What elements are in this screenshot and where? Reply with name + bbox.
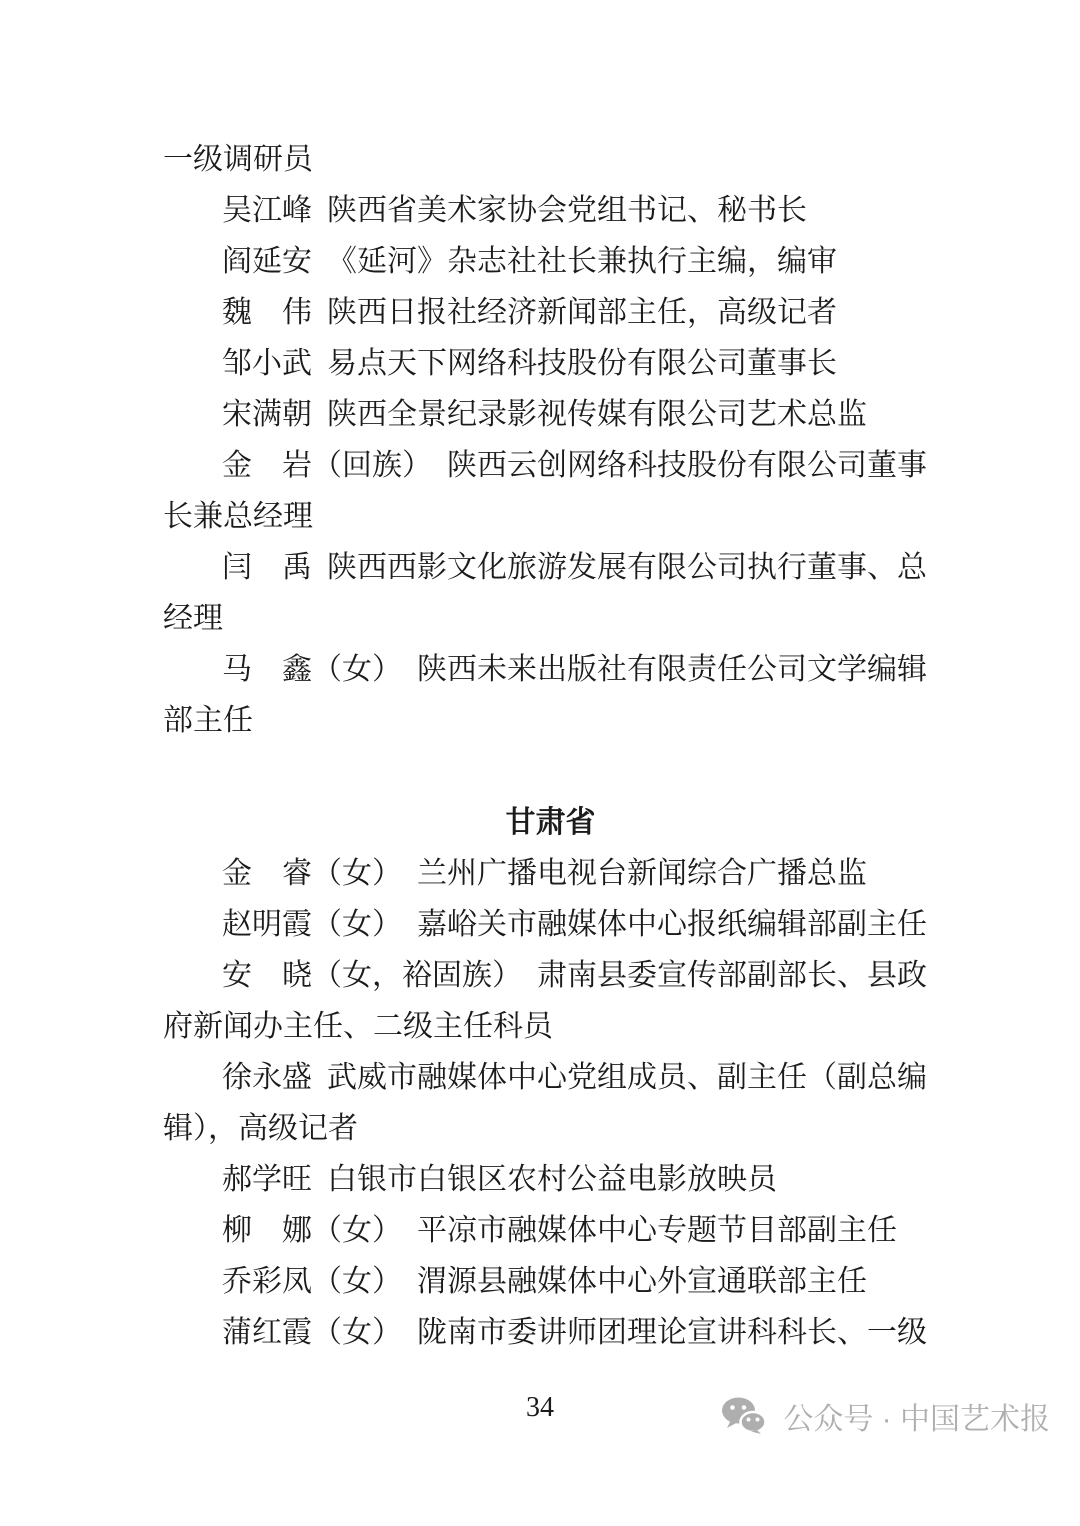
award-entry: 闫 禹 陕西西影文化旅游发展有限公司执行董事、总 <box>222 551 927 584</box>
award-entry: 金 睿（女） 兰州广播电视台新闻综合广播总监 <box>222 857 867 890</box>
award-entry: 郝学旺 白银市白银区农村公益电影放映员 <box>222 1163 777 1196</box>
page-number: 34 <box>526 1392 554 1423</box>
section-heading-gansu: 甘肃省 <box>505 806 596 839</box>
award-entry: 吴江峰 陕西省美术家协会党组书记、秘书长 <box>222 194 807 227</box>
award-entry: 金 岩（回族） 陕西云创网络科技股份有限公司董事 <box>222 449 927 482</box>
wechat-watermark <box>721 1329 1050 1502</box>
award-entry: 柳 娜（女） 平凉市融媒体中心专题节目部副主任 <box>222 1214 897 1247</box>
rank-heading: 一级调研员 <box>163 143 313 176</box>
award-entry: 宋满朝 陕西全景纪录影视传媒有限公司艺术总监 <box>222 398 867 431</box>
entry-continuation: 部主任 <box>163 704 253 737</box>
award-entry: 魏 伟 陕西日报社经济新闻部主任，高级记者 <box>222 296 837 329</box>
award-entry: 赵明霞（女） 嘉峪关市融媒体中心报纸编辑部副主任 <box>222 908 927 941</box>
award-entry: 邹小武 易点天下网络科技股份有限公司董事长 <box>222 347 837 380</box>
award-entry: 阎延安 《延河》杂志社社长兼执行主编，编审 <box>222 245 837 278</box>
entry-continuation: 辑），高级记者 <box>163 1112 358 1145</box>
wechat-icon <box>721 1329 771 1502</box>
award-entry: 蒲红霞（女） 陇南市委讲师团理论宣讲科科长、一级 <box>222 1316 927 1349</box>
entry-continuation: 府新闻办主任、二级主任科员 <box>163 1010 553 1043</box>
award-entry: 徐永盛 武威市融媒体中心党组成员、副主任（副总编 <box>222 1061 927 1094</box>
entry-continuation: 长兼总经理 <box>163 500 313 533</box>
award-entry: 马 鑫（女） 陕西未来出版社有限责任公司文学编辑 <box>222 653 927 686</box>
document-body <box>163 134 938 1358</box>
watermark-text: 公众号 · 中国艺术报 <box>783 1402 1050 1436</box>
spacer-line <box>163 746 938 797</box>
award-entry: 乔彩凤（女） 渭源县融媒体中心外宣通联部主任 <box>222 1265 867 1298</box>
award-entry: 安 晓（女，裕固族） 肃南县委宣传部副部长、县政 <box>222 959 927 992</box>
entry-continuation: 经理 <box>163 602 223 635</box>
